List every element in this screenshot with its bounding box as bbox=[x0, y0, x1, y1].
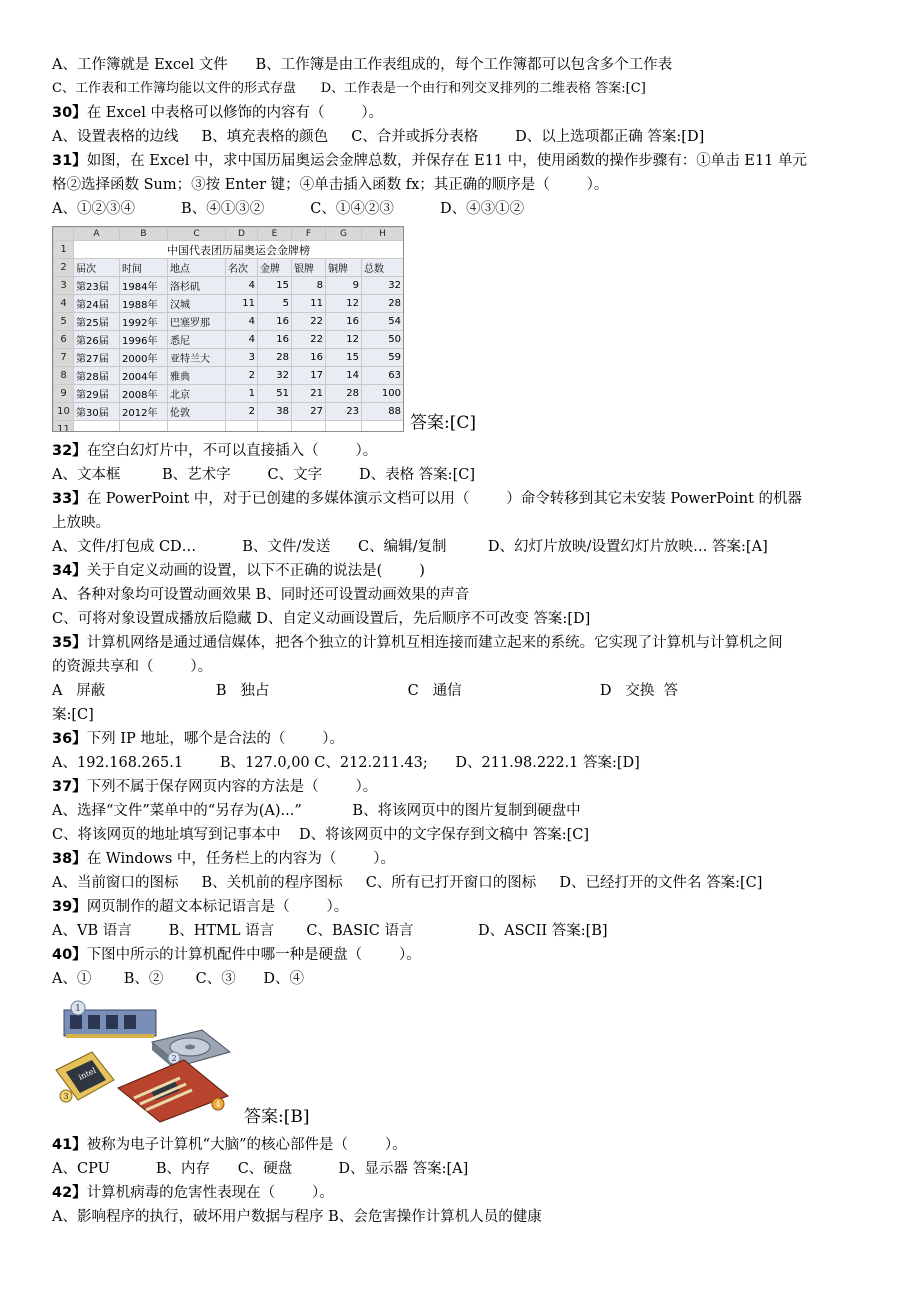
text-line bbox=[52, 441, 377, 461]
line-content: 计算机病毒的危害性表现在（ ）。 bbox=[86, 1185, 334, 1201]
row-number: 4 bbox=[54, 295, 74, 313]
row-number: 10 bbox=[54, 403, 74, 421]
text-line bbox=[52, 849, 395, 869]
column-header: H bbox=[362, 228, 404, 241]
line-content: A、文件/打包成 CD… B、文件/发送 C、编辑/复制 D、幻灯片放映/设置幻灯片放映… 答案:[A] bbox=[52, 539, 768, 555]
question-number: 40】 bbox=[52, 947, 87, 963]
line-content: C、将该网页的地址填写到记事本中 D、将该网页中的文字保存到文稿中 答案:[C] bbox=[52, 827, 590, 843]
line-content: 在空白幻灯片中，不可以直接插入（ ）。 bbox=[86, 443, 378, 459]
text-line bbox=[52, 825, 589, 845]
text-line bbox=[52, 657, 212, 677]
data-cell: 第23届 bbox=[74, 277, 120, 295]
sheet-row bbox=[54, 421, 404, 433]
text-line bbox=[52, 801, 581, 821]
label-1: 1 bbox=[75, 1004, 81, 1014]
text-line bbox=[52, 969, 304, 989]
data-cell: 32 bbox=[362, 277, 404, 295]
line-content: 在 Excel 中表格可以修饰的内容有（ ）。 bbox=[86, 105, 384, 121]
data-cell: 14 bbox=[326, 367, 362, 385]
data-cell: 第29届 bbox=[74, 385, 120, 403]
line-content: 上放映。 bbox=[52, 515, 110, 531]
data-cell: 伦敦 bbox=[168, 403, 226, 421]
data-cell: 1 bbox=[226, 385, 258, 403]
line-content: A、①②③④ B、④①③② C、①④②③ D、④③①② bbox=[52, 201, 525, 217]
question-number: 36】 bbox=[52, 731, 87, 747]
text-line bbox=[52, 777, 377, 797]
question-number: 37】 bbox=[52, 779, 87, 795]
text-line bbox=[52, 1183, 334, 1203]
data-cell: 汉城 bbox=[168, 295, 226, 313]
text-line bbox=[52, 921, 608, 941]
data-cell: 1984年 bbox=[120, 277, 168, 295]
text-line bbox=[52, 127, 704, 147]
label-4: 4 bbox=[215, 1100, 221, 1109]
row-number: 7 bbox=[54, 349, 74, 367]
line-content: 格②选择函数 Sum；③按 Enter 键；④单击插入函数 fx；其正确的顺序是（ ）。 bbox=[52, 177, 609, 193]
data-cell: 2 bbox=[226, 367, 258, 385]
data-cell: 63 bbox=[362, 367, 404, 385]
text-line bbox=[52, 585, 469, 605]
data-cell: 第25届 bbox=[74, 313, 120, 331]
sheet-row bbox=[54, 403, 404, 421]
header-cell: 总数 bbox=[362, 259, 404, 277]
sheet-row bbox=[54, 349, 404, 367]
row-number: 1 bbox=[54, 241, 74, 259]
column-header: A bbox=[74, 228, 120, 241]
question-number: 39】 bbox=[52, 899, 87, 915]
data-cell: 悉尼 bbox=[168, 331, 226, 349]
header-cell: 时间 bbox=[120, 259, 168, 277]
line-content: 如图，在 Excel 中，求中国历届奥运会金牌总数，并保存在 E11 中，使用函数的操作步骤有：①单击 E11 单元 bbox=[86, 153, 808, 169]
line-content: A、各种对象均可设置动画效果 B、同时还可设置动画效果的声音 bbox=[52, 587, 470, 603]
data-cell: 27 bbox=[292, 403, 326, 421]
data-cell: 12 bbox=[326, 295, 362, 313]
data-cell: 59 bbox=[362, 349, 404, 367]
data-cell: 17 bbox=[292, 367, 326, 385]
column-header: F bbox=[292, 228, 326, 241]
data-cell: 1988年 bbox=[120, 295, 168, 313]
sheet-row bbox=[54, 241, 404, 259]
column-header: C bbox=[168, 228, 226, 241]
label-3: 3 bbox=[63, 1092, 69, 1101]
data-cell: 第28届 bbox=[74, 367, 120, 385]
data-cell: 1992年 bbox=[120, 313, 168, 331]
header-cell: 地点 bbox=[168, 259, 226, 277]
sheet-row bbox=[54, 295, 404, 313]
data-cell: 北京 bbox=[168, 385, 226, 403]
column-header: B bbox=[120, 228, 168, 241]
text-line bbox=[52, 489, 802, 509]
text-line bbox=[52, 175, 608, 195]
line-content: A 屏蔽 B 独占 C 通信 D 交换 答 bbox=[52, 683, 679, 699]
data-cell: 雅典 bbox=[168, 367, 226, 385]
line-content: A、当前窗口的图标 B、关机前的程序图标 C、所有已打开窗口的图标 D、已经打开的文件名 答案:[C] bbox=[52, 875, 763, 891]
line-content: 被称为电子计算机“大脑”的核心部件是（ ）。 bbox=[86, 1137, 407, 1153]
q31-answer: 答案:[C] bbox=[410, 413, 476, 433]
data-cell: 28 bbox=[326, 385, 362, 403]
sheet-row bbox=[54, 385, 404, 403]
row-number: 6 bbox=[54, 331, 74, 349]
question-number: 41】 bbox=[52, 1137, 87, 1153]
header-cell: 金牌 bbox=[258, 259, 292, 277]
data-cell: 51 bbox=[258, 385, 292, 403]
line-content: 在 PowerPoint 中，对于已创建的多媒体演示文档可以用（ ）命令转移到其它未安装 PowerPoint 的机器 bbox=[86, 491, 803, 507]
data-cell: 第26届 bbox=[74, 331, 120, 349]
sheet-row bbox=[54, 367, 404, 385]
text-line bbox=[52, 465, 475, 485]
data-cell: 巴塞罗那 bbox=[168, 313, 226, 331]
data-cell: 22 bbox=[292, 331, 326, 349]
line-content: 在 Windows 中，任务栏上的内容为（ ）。 bbox=[86, 851, 396, 867]
data-cell: 50 bbox=[362, 331, 404, 349]
line-content: 关于自定义动画的设置，以下不正确的说法是( ) bbox=[86, 563, 425, 579]
text-line bbox=[52, 199, 524, 219]
column-header: G bbox=[326, 228, 362, 241]
text-line bbox=[52, 561, 425, 581]
data-cell: 15 bbox=[258, 277, 292, 295]
data-cell: 32 bbox=[258, 367, 292, 385]
question-number: 32】 bbox=[52, 443, 87, 459]
text-line bbox=[52, 897, 348, 917]
row-number: 8 bbox=[54, 367, 74, 385]
text-line bbox=[52, 151, 807, 171]
data-cell: 15 bbox=[326, 349, 362, 367]
line-content: 下列不属于保存网页内容的方法是（ ）。 bbox=[86, 779, 378, 795]
data-cell: 第30届 bbox=[74, 403, 120, 421]
data-cell: 28 bbox=[362, 295, 404, 313]
text-line bbox=[52, 729, 344, 749]
line-content: A、VB 语言 B、HTML 语言 C、BASIC 语言 D、ASCII 答案:[B] bbox=[52, 923, 608, 939]
question-number: 30】 bbox=[52, 105, 87, 121]
text-line bbox=[52, 705, 94, 725]
column-header-row bbox=[54, 228, 404, 241]
text-line bbox=[52, 537, 768, 557]
line-content: C、工作表和工作簿均能以文件的形式存盘 D、工作表是一个由行和列交叉排列的二维表格 答案:[C] bbox=[52, 81, 646, 96]
line-content: A、① B、② C、③ D、④ bbox=[52, 971, 305, 987]
sheet-row bbox=[54, 331, 404, 349]
text-line bbox=[52, 681, 678, 701]
header-cell: 届次 bbox=[74, 259, 120, 277]
data-cell: 2008年 bbox=[120, 385, 168, 403]
line-content: 计算机网络是通过通信媒体，把各个独立的计算机互相连接而建立起来的系统。它实现了计算机与计算机之间 bbox=[86, 635, 783, 651]
data-cell: 亚特兰大 bbox=[168, 349, 226, 367]
sheet-row bbox=[54, 313, 404, 331]
text-line bbox=[52, 873, 762, 893]
line-content: A、文本框 B、艺术字 C、文字 D、表格 答案:[C] bbox=[52, 467, 475, 483]
data-cell: 54 bbox=[362, 313, 404, 331]
line-content: 的资源共享和（ ）。 bbox=[52, 659, 213, 675]
text-line bbox=[52, 1207, 542, 1227]
question-number: 42】 bbox=[52, 1185, 87, 1201]
line-content: A、192.168.265.1 B、127.0,00 C、212.211.43; D、211.98.222.1 答案:[D] bbox=[52, 755, 640, 771]
text-line bbox=[52, 1159, 468, 1179]
data-cell: 16 bbox=[326, 313, 362, 331]
data-cell: 12 bbox=[326, 331, 362, 349]
data-cell: 4 bbox=[226, 331, 258, 349]
question-number: 31】 bbox=[52, 153, 87, 169]
data-cell: 洛杉矶 bbox=[168, 277, 226, 295]
sheet-row bbox=[54, 277, 404, 295]
line-content: A、CPU B、内存 C、硬盘 D、显示器 答案:[A] bbox=[52, 1161, 469, 1177]
corner-cell bbox=[54, 228, 74, 241]
data-cell: 11 bbox=[292, 295, 326, 313]
question-number: 38】 bbox=[52, 851, 87, 867]
data-cell: 2 bbox=[226, 403, 258, 421]
data-cell: 28 bbox=[258, 349, 292, 367]
data-cell: 8 bbox=[292, 277, 326, 295]
data-cell: 2004年 bbox=[120, 367, 168, 385]
sheet-row bbox=[54, 259, 404, 277]
label-2: 2 bbox=[171, 1054, 177, 1063]
text-line bbox=[52, 55, 672, 75]
data-cell: 9 bbox=[326, 277, 362, 295]
text-line bbox=[52, 513, 110, 533]
line-content: 案:[C] bbox=[52, 707, 94, 723]
data-cell: 第24届 bbox=[74, 295, 120, 313]
data-cell: 23 bbox=[326, 403, 362, 421]
text-line bbox=[52, 633, 783, 653]
column-header: E bbox=[258, 228, 292, 241]
data-cell: 88 bbox=[362, 403, 404, 421]
row-number: 5 bbox=[54, 313, 74, 331]
data-cell: 3 bbox=[226, 349, 258, 367]
data-cell: 100 bbox=[362, 385, 404, 403]
row-number: 3 bbox=[54, 277, 74, 295]
olympic-gold-spreadsheet-figure bbox=[52, 226, 404, 432]
data-cell: 16 bbox=[258, 313, 292, 331]
data-cell: 22 bbox=[292, 313, 326, 331]
header-cell: 铜牌 bbox=[326, 259, 362, 277]
text-line bbox=[52, 609, 590, 629]
question-number: 33】 bbox=[52, 491, 87, 507]
text-line bbox=[52, 79, 646, 99]
line-content: A、影响程序的执行，破坏用户数据与程序 B、会危害操作计算机人员的健康 bbox=[52, 1209, 542, 1225]
q40-answer: 答案:[B] bbox=[244, 1107, 310, 1127]
data-cell: 16 bbox=[258, 331, 292, 349]
data-cell: 11 bbox=[226, 295, 258, 313]
data-cell: 16 bbox=[292, 349, 326, 367]
data-cell: 1996年 bbox=[120, 331, 168, 349]
data-cell: 5 bbox=[258, 295, 292, 313]
header-cell: 名次 bbox=[226, 259, 258, 277]
line-content: A、工作簿就是 Excel 文件 B、工作簿是由工作表组成的，每个工作簿都可以包含多个工作表 bbox=[52, 57, 673, 73]
row-number: 9 bbox=[54, 385, 74, 403]
data-cell: 2000年 bbox=[120, 349, 168, 367]
question-number: 35】 bbox=[52, 635, 87, 651]
sheet-title: 中国代表团历届奥运会金牌榜 bbox=[74, 241, 404, 259]
cpu-brand-text: intel bbox=[77, 1065, 98, 1082]
column-header: D bbox=[226, 228, 258, 241]
data-cell: 2012年 bbox=[120, 403, 168, 421]
header-cell: 银牌 bbox=[292, 259, 326, 277]
line-content: C、可将对象设置成播放后隐藏 D、自定义动画设置后，先后顺序不可改变 答案:[D] bbox=[52, 611, 591, 627]
question-number: 34】 bbox=[52, 563, 87, 579]
row-number: 11 bbox=[54, 421, 74, 433]
row-number: 2 bbox=[54, 259, 74, 277]
data-cell: 4 bbox=[226, 313, 258, 331]
data-cell: 38 bbox=[258, 403, 292, 421]
computer-hardware-figure bbox=[52, 1000, 238, 1124]
line-content: A、设置表格的边线 B、填充表格的颜色 C、合并或拆分表格 D、以上选项都正确 答案:[D] bbox=[52, 129, 705, 145]
text-line bbox=[52, 103, 383, 123]
data-cell: 4 bbox=[226, 277, 258, 295]
line-content: A、选择“文件”菜单中的“另存为(A)...” B、将该网页中的图片复制到硬盘中 bbox=[52, 803, 581, 819]
line-content: 网页制作的超文本标记语言是（ ）。 bbox=[86, 899, 349, 915]
text-line bbox=[52, 945, 421, 965]
data-cell: 21 bbox=[292, 385, 326, 403]
text-line bbox=[52, 753, 640, 773]
text-line bbox=[52, 1135, 407, 1155]
line-content: 下图中所示的计算机配件中哪一种是硬盘（ ）。 bbox=[86, 947, 421, 963]
line-content: 下列 IP 地址，哪个是合法的（ ）。 bbox=[86, 731, 345, 747]
data-cell: 第27届 bbox=[74, 349, 120, 367]
